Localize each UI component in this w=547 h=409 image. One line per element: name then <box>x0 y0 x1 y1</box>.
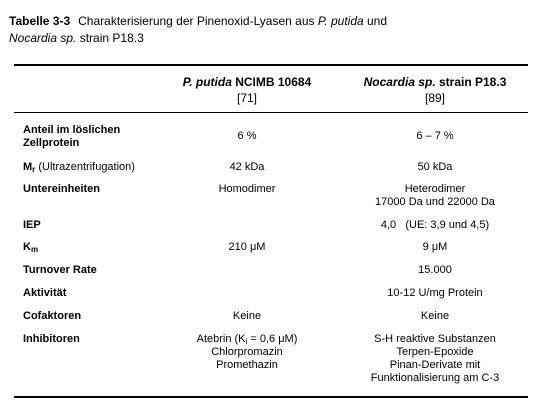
cell-putida: 210 μM <box>228 241 266 253</box>
cell-line: Heterodimer <box>404 183 466 195</box>
row-label: Inhibitoren <box>23 333 80 345</box>
row-label-sub: r <box>32 165 36 174</box>
table-caption <box>9 13 529 47</box>
cell-nocardia: 4,0 (UE: 3,9 und 4,5) <box>380 219 490 231</box>
column-header-putida <box>172 74 322 106</box>
cell-putida: 42 kDa <box>229 161 265 173</box>
cell-nocardia <box>335 333 535 385</box>
cell-line: Funktionalisierung am C-3 <box>370 372 500 384</box>
row-label-main: K <box>23 241 31 253</box>
caption-text-3: strain P18.3 <box>76 31 144 45</box>
cell-nocardia: 9 μM <box>422 241 448 253</box>
row-label-main: M <box>23 161 33 173</box>
cell-line: Promethazin <box>216 359 278 371</box>
cell-line: Terpen-Epoxide <box>396 346 474 358</box>
row-label-sub: m <box>30 245 39 254</box>
row-label: Cofaktoren <box>23 310 82 322</box>
cell-putida <box>172 333 322 372</box>
row-label <box>23 161 173 174</box>
row-label <box>23 124 173 150</box>
row-label: Turnover Rate <box>23 264 97 276</box>
row-label-rest: (Ultrazentrifugation) <box>35 161 135 173</box>
col1-italic: P. putida <box>182 75 232 89</box>
cell-nocardia: Keine <box>420 310 450 322</box>
caption-text-1: Charakterisierung der Pinenoxid-Lyasen aus <box>78 14 318 28</box>
cell-putida: Homodimer <box>218 183 276 195</box>
col1-ref: [71] <box>236 91 257 105</box>
cell-line: Chlorpromazin <box>211 346 283 358</box>
row-label <box>23 241 173 254</box>
cell-line: S-H reaktive Substanzen <box>374 333 496 345</box>
cell-line: 17000 Da und 22000 Da <box>375 196 495 208</box>
cell-nocardia: 6 – 7 % <box>416 130 454 142</box>
cell-line <box>172 333 322 346</box>
col2-rest: strain P18.3 <box>435 75 507 89</box>
cell-putida: Keine <box>232 310 262 322</box>
col2-ref: [89] <box>424 91 445 105</box>
row-label: Untereinheiten <box>23 183 101 195</box>
cell-nocardia: 15.000 <box>418 264 452 276</box>
cell-nocardia <box>335 183 535 209</box>
cell-nocardia: 50 kDa <box>417 161 453 173</box>
row-label-line: Anteil im löslichen <box>23 124 121 136</box>
caption-italic-2: Nocardia sp. <box>9 31 77 45</box>
col1-rest: NCIMB 10684 <box>231 75 312 89</box>
col2-italic: Nocardia sp. <box>363 75 436 89</box>
row-label: Aktivität <box>23 287 67 299</box>
caption-label: Tabelle 3-3 <box>9 14 71 28</box>
caption-italic-1: P. putida <box>317 14 364 28</box>
cell-text: Atebrin (K <box>196 333 246 345</box>
row-label: IEP <box>23 219 41 231</box>
column-header-nocardia <box>335 74 535 106</box>
cell-putida: 6 % <box>237 130 257 142</box>
caption-text-2: und <box>363 14 388 28</box>
header-rule <box>14 112 528 113</box>
cell-nocardia: 10-12 U/mg Protein <box>387 287 483 299</box>
row-label-line: Zellprotein <box>23 137 80 149</box>
cell-line: Pinan-Derivate mit <box>389 359 481 371</box>
table-top-rule <box>14 64 528 66</box>
table-bottom-rule <box>14 396 528 398</box>
cell-sub: i <box>245 337 248 346</box>
cell-text: = 0,6 μM) <box>247 333 298 345</box>
